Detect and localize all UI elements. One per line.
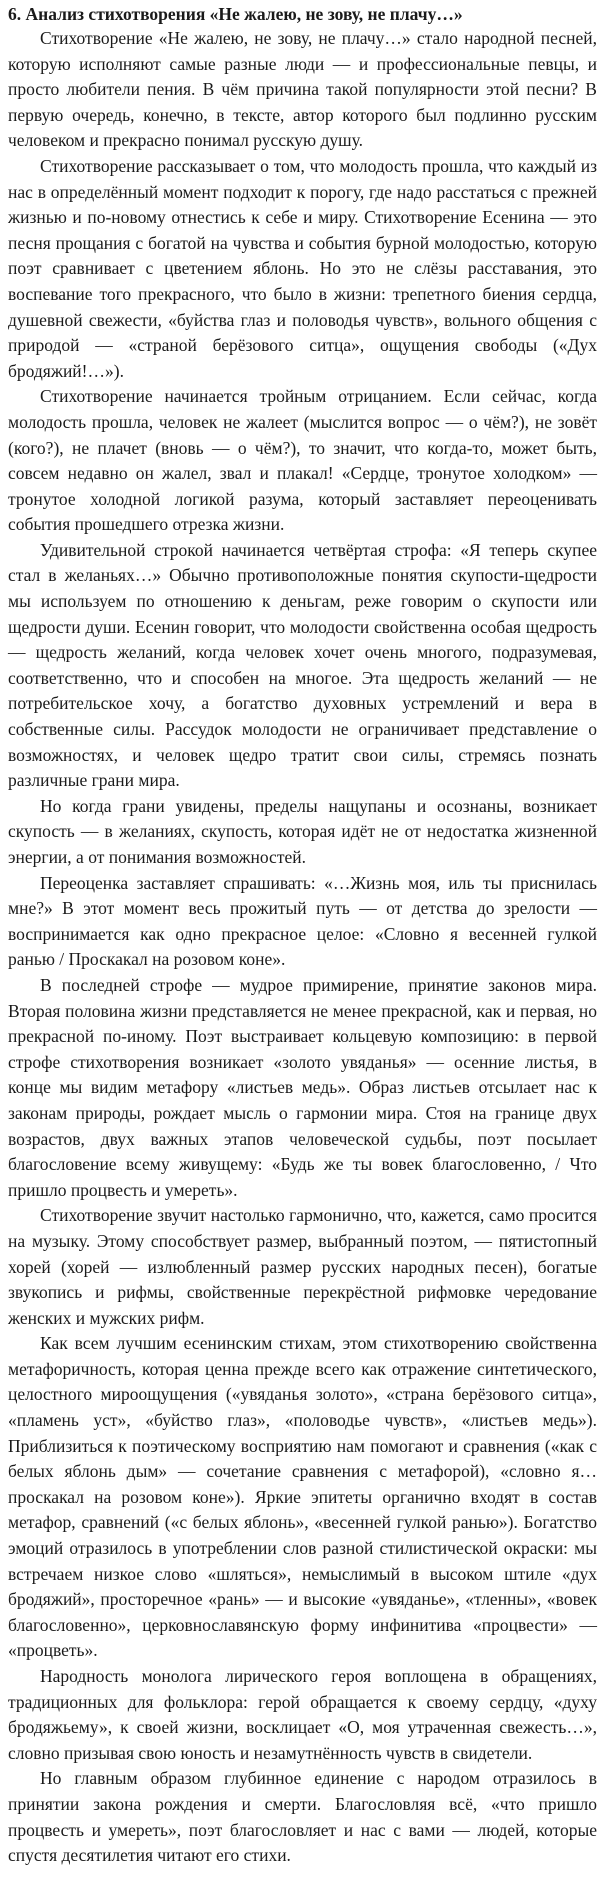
paragraph-negation: Стихотворение начинается тройным отрицанием. Если сейчас, когда молодость прошла, человек не жалеет (мыслится вопрос — о чём?), не зовёт (кого?), не плачет (вновь — о чём?), то значит, что когда-то, может быть, совсем недавно он жалел, звал и плакал! «Сердце, тронутое холодком» — тронутое холодной логикой разума, который заставляет переоценивать события прошедшего отрезка жизни. [8,386,597,535]
paragraph-youth: Стихотворение рассказывает о том, что молодость прошла, что каждый из нас в определённый момент подходит к порогу, где надо расстаться с прежней жизнью и по-новому отнестись к себе и миру. Стихотворение Есенина — это песня прощания с богатой на чувства и события бурной молодостью, которую поэт сравнивает с цветением яблонь. Но это не слёзы расставания, это воспевание того прекрасного, что было в жизни: трепетного биения сердца, душевной свежести, «буйства глаз и половодья чувств», вольного общения с природой — «страной берёзового ситца», ощущения свободы («Дух бродяжий!…»). [8,155,597,381]
paragraph-conclusion: Но главным образом глубинное единение с народом отразилось в принятии закона рождения и смерти. Благословляя всё, «что пришло процвесть и умереть», поэт благословляет и нас с вами — людей, которые спустя десятилетия читают его стихи. [8,1768,597,1866]
paragraph-limits: Но когда грани увидены, пределы нащупаны и осознаны, возникает скупость — в желаниях, скупость, которая идёт не от недостатка жизненной энергии, а от понимания возможностей. [8,795,597,867]
paragraph-fourth-stanza: Удивительной строкой начинается четвёртая строфа: «Я теперь скупее стал в желаньях…» Обычно противоположные понятия скупости-щедрости мы используем по отношению к деньгам, реже говорим о скупости или щедрости души. Есенин говорит, что молодости свойственна особая щедрость — щедрость желаний, когда человек хочет очень многого, подразумевая, соответственно, что и способен на многое. Эта щедрость желаний — не потребительское хочу, а богатство духовных устремлений и вера в собственные силы. Рассудок молодости не ограничивает представление о возможностях, и человек щедро тратит свои силы, стремясь познать различные грани мира. [8,539,597,791]
paragraph-intro: Стихотворение «Не жалею, не зову, не плачу…» стало народной песней, которую исполняют самые разные люди — и профессиональные певцы, и просто любители пения. В чём причина такой популярности этой песни? В первую очередь, конечно, в тексте, автор которого был подлинно русским человеком и прекрасно понимал русскую душу. [8,28,597,151]
paragraph-reassessment: Переоценка заставляет спрашивать: «…Жизнь моя, иль ты приснилась мне?» В этот момент весь прожитый путь — от детства до зрелости — воспринимается как одно прекрасное целое: «Словно я весенней гулкой ранью / Проскакал на розовом коне». [8,872,597,970]
paragraph-last-stanza: В последней строфе — мудрое примирение, принятие законов мира. Вторая половина жизни представляется не менее прекрасной, как и первая, но прекрасной по-иному. Поэт выстраивает кольцевую композицию: в первой строфе стихотворения возникает «золото увяданья» — осенние листья, в конце мы видим метафору «листьев медь». Образ листьев отсылает нас к законам природы, рождает мысль о гармонии мира. Стоя на границе двух возрастов, двух важных этапов человеческой судьбы, поэт посылает благословение всему живущему: «Будь же ты вовек благословенно, / Что пришло процвесть и умереть». [8,974,597,1200]
paragraph-metaphors: Как всем лучшим есенинским стихам, этом стихотворению свойственна метафоричность, которая ценна прежде всего как отражение синтетического, целостного мироощущения («увяданья золото», «страна берёзового ситца», «пламень уст», «буйство глаз», «половодье чувств», «листьев медь»). Приблизиться к поэтическому восприятию нам помогают и сравнения («как с белых яблонь дым» — сочетание сравнения с метафорой), «словно я… проскакал на розовом коне»). Яркие эпитеты органично входят в состав метафор, сравнений («с белых яблонь», «весенней гулкой ранью»). Богатство эмоций отразилось в употреблении слов разной стилистической окраски: мы встречаем низкое слово «шляться», немыслимый в высоком штиле «дух бродяжий», просторечное «рань» — и высокие «увяданье», «тленны», «вовек благословенно», церковнославянскую форму инфинитива «процвести» — «процветь». [8,1333,597,1661]
section-heading: 6. Анализ стихотворения «Не жалею, не зову, не плачу…» [8,4,463,24]
paragraph-folk-address: Народность монолога лирического героя воплощена в обращениях, традиционных для фольклора: герой обращается к своему сердцу, «духу бродяжьему», к своей жизни, восклицает «О, моя утраченная свежесть…», словно призывая свою юность и незамутнённость чувств в свидетели. [8,1666,597,1763]
paragraph-music: Стихотворение звучит настолько гармонично, что, кажется, само просится на музыку. Этому способствует размер, выбранный поэтом, — пятистопный хорей (хорей — излюбленный размер русских народных песен), богатые звукопись и рифмы, свойственные перекрёстной рифмовке чередование женских и мужских рифм. [8,1205,597,1328]
